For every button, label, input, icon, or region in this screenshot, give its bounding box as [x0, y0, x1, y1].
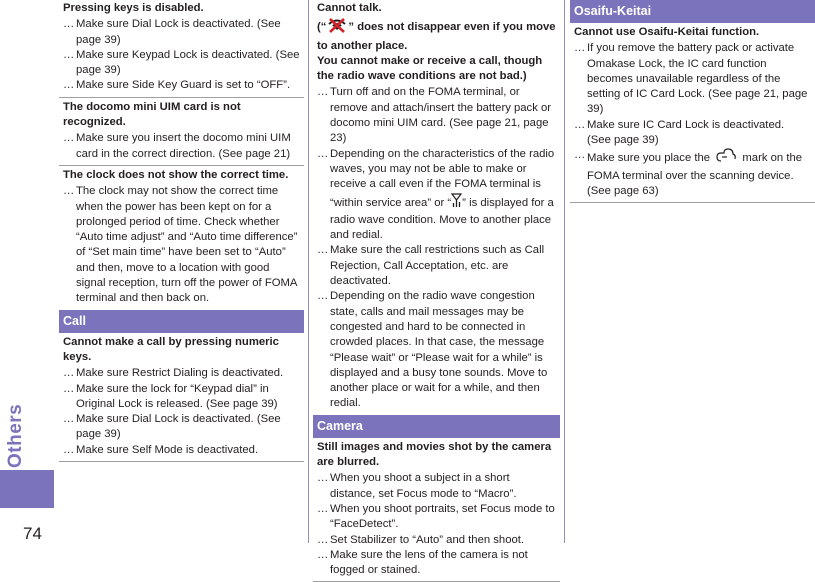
list-item: … When you shoot portraits, set Focus mode to “FaceDetect”.	[317, 502, 555, 531]
entry-numeric-keys	[59, 333, 304, 462]
page-number: 74	[23, 524, 42, 543]
column-divider-1	[308, 0, 309, 543]
section-header-osaifu-keitai: Osaifu-Keitai	[570, 0, 815, 23]
section-header-camera: Camera	[313, 415, 560, 438]
list-item: … Make sure you insert the docomo mini UIM card in the correct direction. (See page 21)	[63, 132, 291, 160]
entry-clock	[59, 166, 304, 310]
list-item: … When you shoot a subject in a short distance, set Focus mode to “Macro”.	[317, 472, 517, 500]
out-of-service-icon	[326, 16, 348, 38]
list-item: … Turn off and on the FOMA terminal, or remove and attach/insert the battery pack or docomo mini UIM card. (See page 21, page 23)	[317, 86, 552, 145]
entry-keys-disabled	[59, 0, 304, 98]
entry-heading: Cannot talk. (“ ” does not disappear even if you move to another place. You cannot make or receive a call, though the radio wave conditions are not bad.)	[317, 2, 556, 83]
column-2	[313, 0, 560, 582]
entry-heading: The clock does not show the correct time.	[63, 168, 289, 181]
column-1	[59, 0, 304, 462]
entry-cannot-talk	[313, 0, 560, 415]
column-3	[570, 0, 815, 203]
side-tab-label: Others	[5, 403, 26, 468]
list-item: … Make sure the lock for “Keypad dial” in Original Lock is released. (See page 39)	[63, 382, 278, 410]
felica-mark-icon	[713, 148, 739, 168]
list-item: … The clock may not show the correct time when the power has been kept on for a prolonged period of time. Check whether “Auto time adjust” and “Auto time difference” of “Set main time” have been set to “Auto” and then, move to a location with good signal reception, turn off the power of FOMA terminal and then back on.	[63, 185, 298, 305]
list-item: … Make sure Dial Lock is deactivated. (See page 39)	[63, 18, 281, 46]
list-item: … Make sure Self Mode is deactivated.	[63, 443, 259, 456]
list-item: … Make sure Side Key Guard is set to “OFF”.	[63, 79, 291, 92]
section-header-call: Call	[59, 310, 304, 333]
entry-heading: The docomo mini UIM card is not recognized.	[63, 100, 241, 129]
list-item: … Make sure the lens of the camera is not fogged or stained.	[317, 548, 528, 577]
side-tab-block	[0, 470, 54, 508]
list-item: … Make sure IC Card Lock is deactivated. (See page 39)	[574, 118, 785, 147]
entry-blurred	[313, 438, 560, 582]
entry-heading: Pressing keys is disabled.	[63, 2, 204, 14]
entry-osaifu	[570, 23, 815, 203]
list-item: … Depending on the radio wave congestion state, calls and mail messages may be congested and hard to be connected in crowded places. In that case, the message “Please wait” or “Please wait for a while” is displayed and a busy tone sounds. Move to another place or wait for a while, and then redial.	[317, 290, 548, 410]
entry-heading: Cannot make a call by pressing numeric keys.	[63, 335, 279, 363]
side-tab	[0, 0, 54, 543]
entry-heading: Cannot use Osaifu-Keitai function.	[574, 26, 760, 38]
list-item: … Set Stabilizer to “Auto” and then shoot.	[317, 533, 525, 546]
list-item: … Make sure Dial Lock is deactivated. (See page 39)	[63, 413, 281, 441]
list-item: … Make sure Keypad Lock is deactivated. (See page 39)	[63, 48, 300, 77]
list-item: … Make sure the call restrictions such as Call Rejection, Call Acceptation, etc. are deactivated.	[317, 244, 545, 288]
signal-antenna-icon	[451, 193, 462, 213]
entry-heading: Still images and movies shot by the camera are blurred.	[317, 440, 552, 469]
entry-uim-not-recognized	[59, 98, 304, 166]
list-item: … Make sure Restrict Dialing is deactivated.	[63, 367, 284, 380]
list-item: … If you remove the battery pack or activate Omakase Lock, the IC card function becomes unavailable regardless of the setting of IC Card Lock. (See page 21, page 39)	[574, 42, 808, 116]
list-item: … Depending on the characteristics of the radio waves, you may not be able to make or receive a call even if the FOMA terminal is “within service area” or “ ” is displayed for a radio wave condition. Move to another place and redial.	[317, 147, 555, 242]
list-item: … Make sure you place the mark on the FOMA terminal over the scanning device. (See page 63)	[574, 149, 803, 197]
column-divider-2	[564, 0, 565, 543]
